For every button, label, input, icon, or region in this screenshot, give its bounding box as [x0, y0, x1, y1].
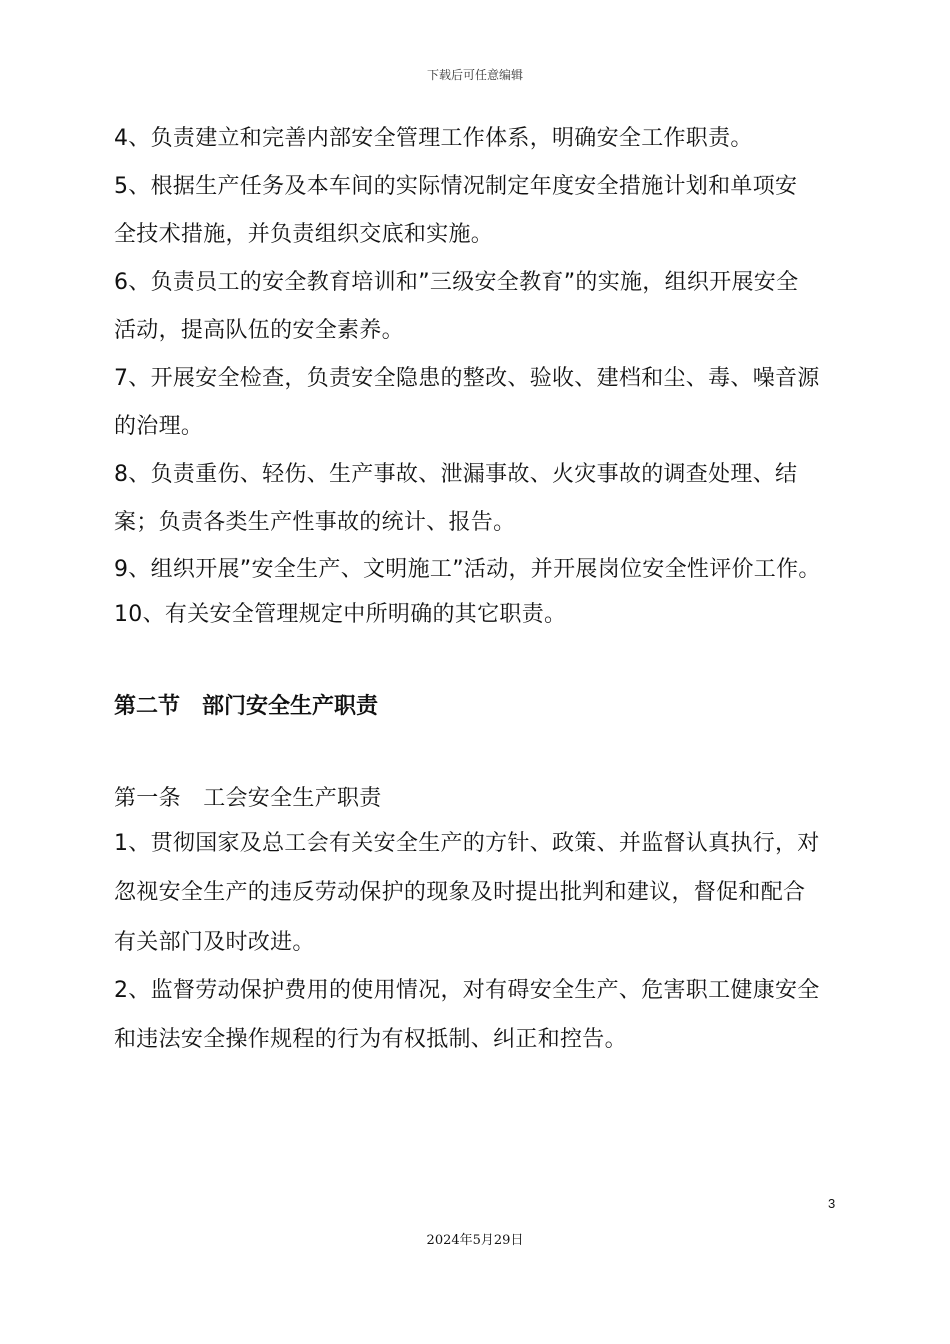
page-number: 3	[828, 1196, 836, 1211]
header-note: 下载后可任意编辑	[426, 68, 523, 82]
article-line: 有关部门及时改进。	[114, 930, 315, 955]
article-line: 2、监督劳动保护费用的使用情况，对有碍安全生产、危害职工健康安全	[114, 978, 820, 1003]
article-line: 忽视安全生产的违反劳动保护的现象及时提出批判和建议，督促和配合	[114, 880, 806, 905]
body-line: 6、负责员工的安全教育培训和”三级安全教育”的实施，组织开展安全	[114, 270, 799, 295]
body-line: 9、组织开展”安全生产、文明施工”活动，并开展岗位安全性评价工作。	[114, 557, 821, 582]
body-line: 4、负责建立和完善内部安全管理工作体系，明确安全工作职责。	[114, 126, 753, 151]
body-line: 案；负责各类生产性事故的统计、报告。	[114, 510, 516, 535]
section-title: 第二节 部门安全生产职责	[114, 694, 379, 719]
article-line: 1、贯彻国家及总工会有关安全生产的方针、政策、并监督认真执行，对	[114, 831, 820, 856]
footer-date: 2024年5月29日	[426, 1233, 524, 1248]
article-line: 和违法安全操作规程的行为有权抵制、纠正和控告。	[114, 1027, 627, 1052]
body-line: 5、根据生产任务及本车间的实际情况制定年度安全措施计划和单项安	[114, 174, 798, 199]
body-line: 活动，提高队伍的安全素养。	[114, 318, 404, 343]
body-line: 10、有关安全管理规定中所明确的其它职责。	[114, 602, 567, 627]
body-line: 7、开展安全检查，负责安全隐患的整改、验收、建档和尘、毒、噪音源	[114, 366, 820, 391]
body-line: 8、负责重伤、轻伤、生产事故、泄漏事故、火灾事故的调查处理、结	[114, 462, 798, 487]
body-line: 的治理。	[114, 414, 204, 439]
body-line: 全技术措施，并负责组织交底和实施。	[114, 222, 494, 247]
article-title: 第一条 工会安全生产职责	[114, 786, 382, 811]
